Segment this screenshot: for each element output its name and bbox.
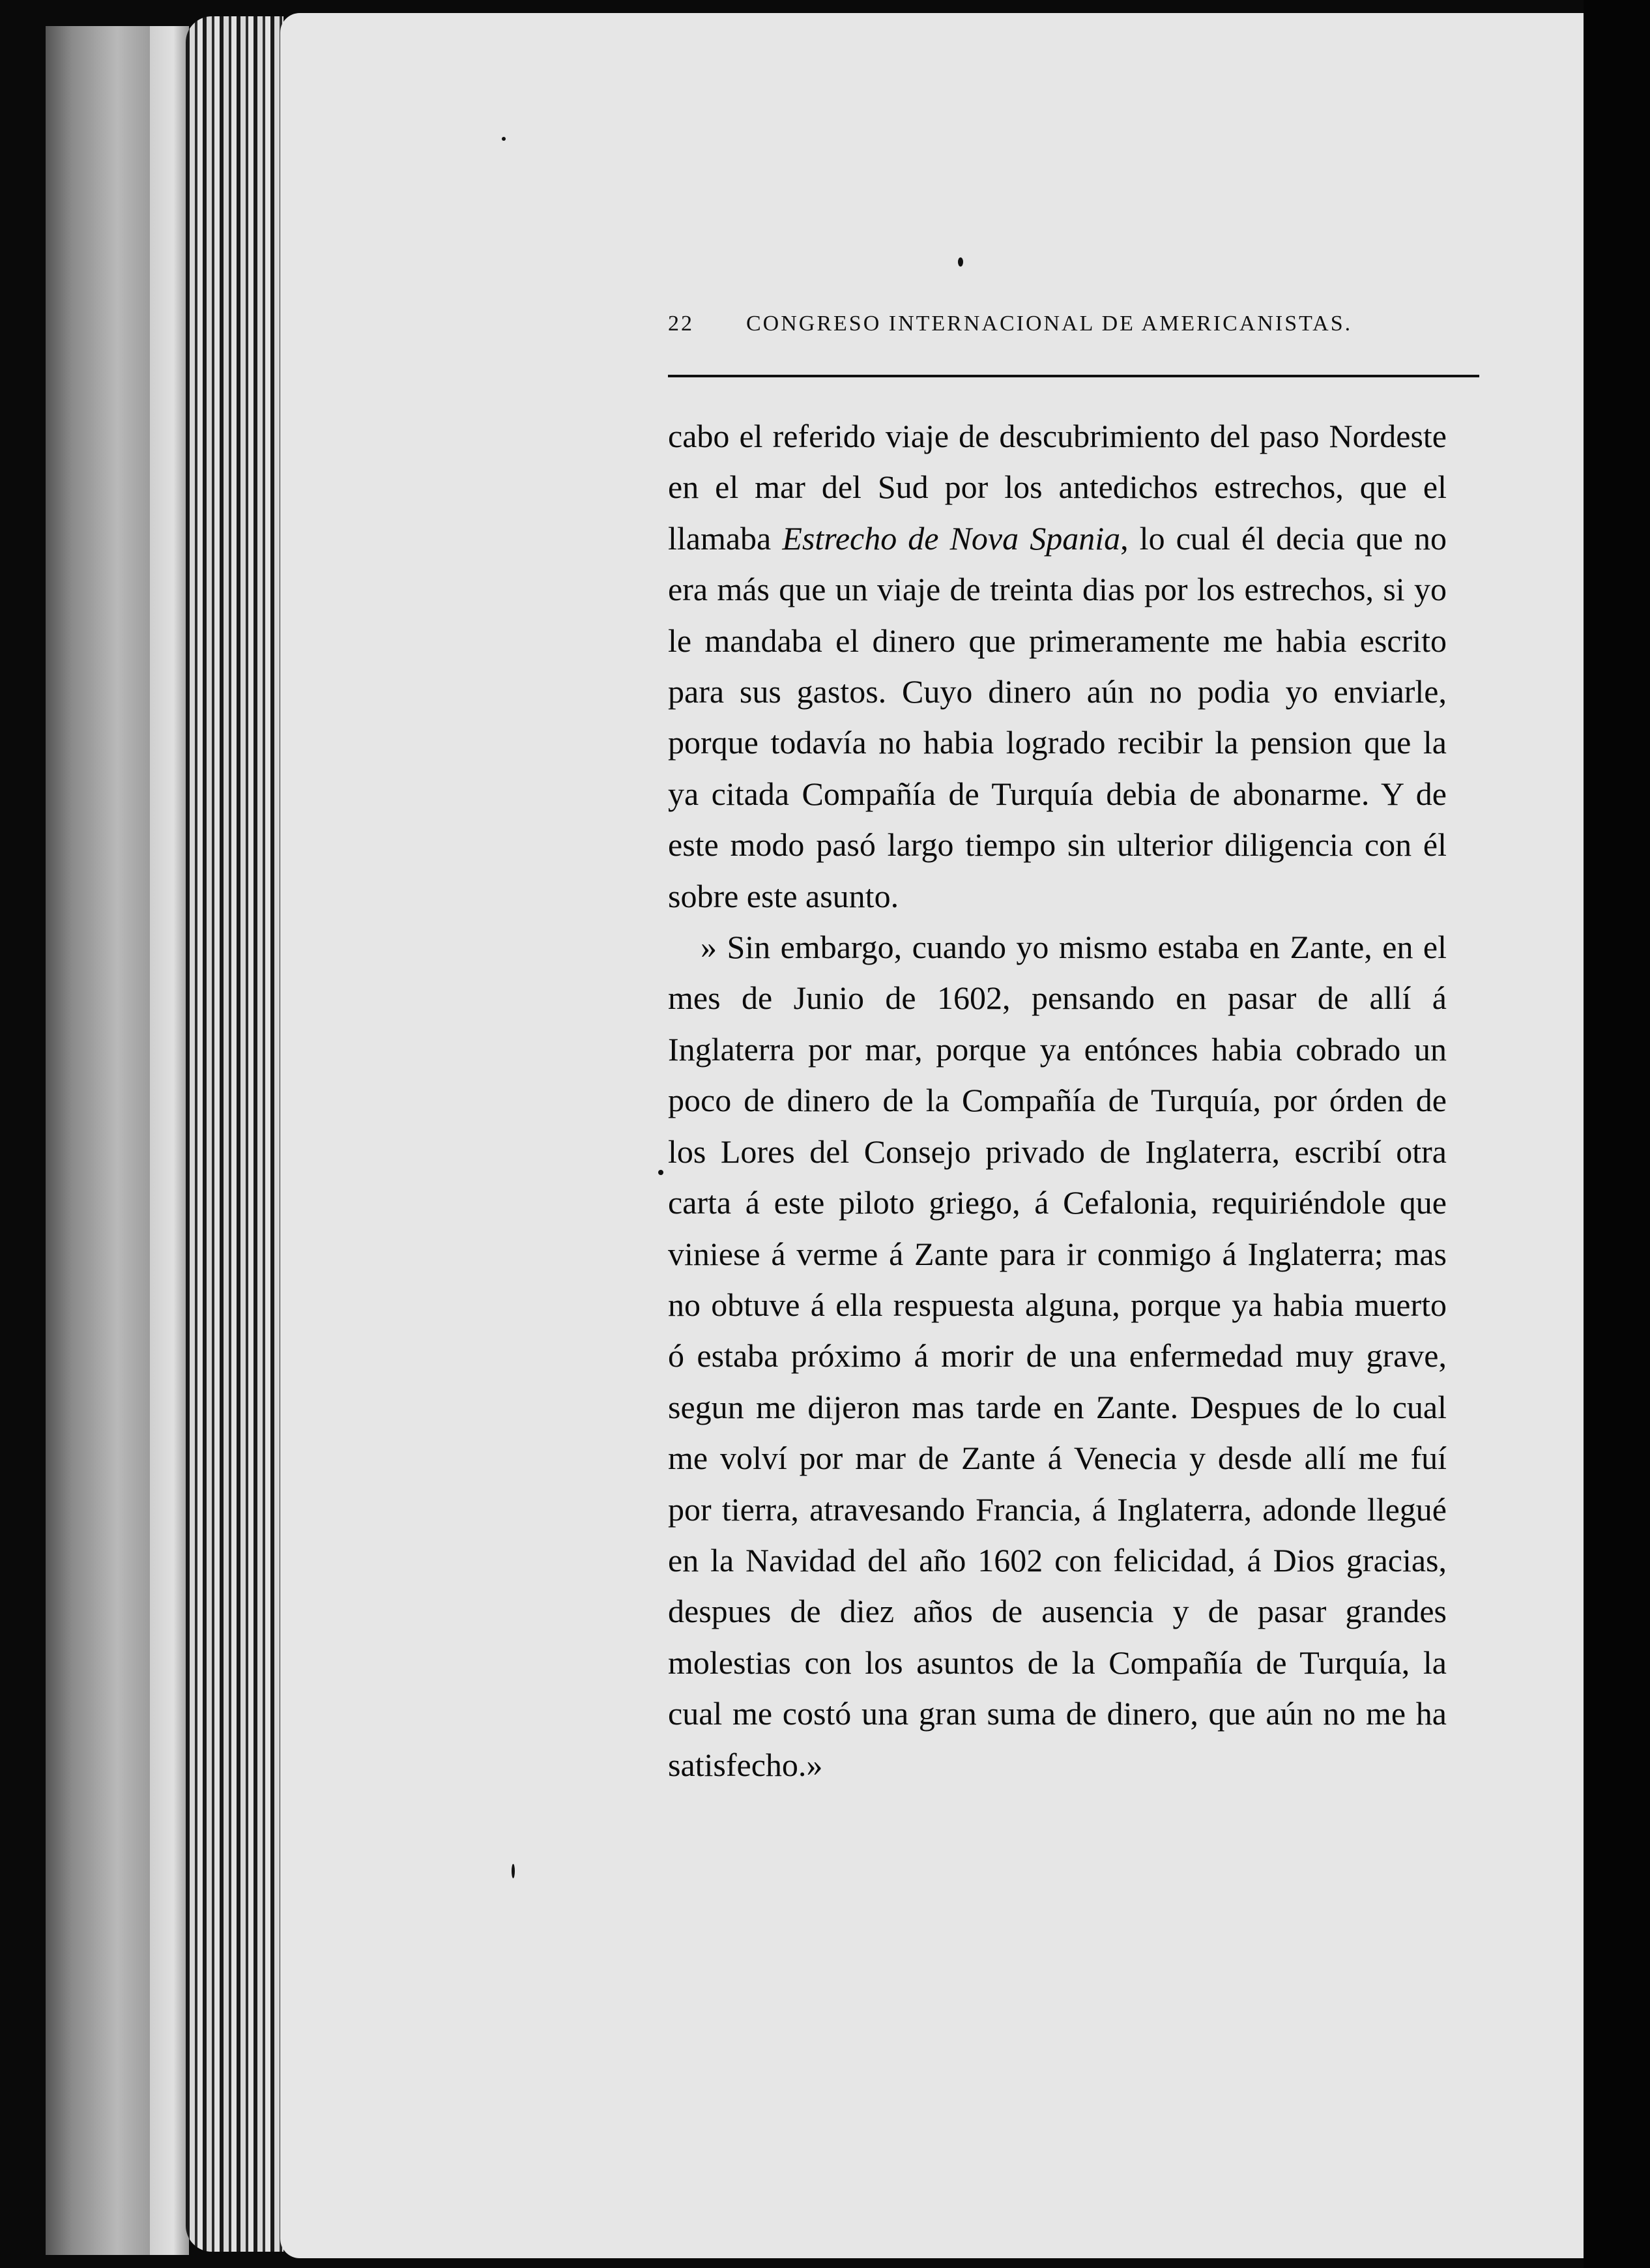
scan-speck: [658, 1170, 663, 1175]
scan-speck: [958, 257, 963, 267]
paragraph-1-part-1: cabo el referido viaje de descubrimiento del paso Nordeste en el mar del Sud por los antedichos estrechos, que el llamaba: [668, 418, 1447, 557]
page-stack: [186, 16, 283, 2252]
book-edge-inner: [150, 26, 189, 2255]
page-number: 22: [668, 312, 694, 336]
running-head: [668, 312, 1398, 351]
scan-speck: [502, 137, 506, 141]
paragraph-1: [668, 411, 1447, 922]
paragraph-2: » Sin embargo, cuando yo mismo estaba en Zante, en el mes de Junio de 1602, pensando en pasar de allí á Inglaterra por mar, porque ya entónces habia cobrado un poco de dinero de la Compañía de Turquía, por órden de los Lores del Consejo privado de Inglaterra, escribí otra carta á este piloto griego, á Cefalonia, requiriéndole que viniese á verme á Zante para ir conmigo á Inglaterra; mas no obtuve á ella respuesta alguna, porque ya habia muerto ó estaba próximo á morir de una enfermedad muy grave, segun me dijeron mas tarde en Zante. Despues de lo cual me volví por mar de Zante á Venecia y desde allí me fuí por tierra, atravesando Francia, á Inglaterra, adonde llegué en la Navidad del año 1602 con felicidad, á Dios gracias, despues de diez años de ausencia y de pasar grandes molestias con los asuntos de la Compañía de Turquía, la cual me costó una gran suma de dinero, que aún no me ha satisfecho.»: [668, 929, 1447, 1783]
paragraph-1-part-2: , lo cual él decia que no era más que un viaje de treinta dias por los estrechos, si yo le mandaba el dinero que primeramente me habia escrito para sus gastos. Cuyo dinero aún no podia yo enviarle, porque todavía no habia logrado recibir la pension que la ya citada Compañía de Turquía debia de abonarme. Y de este modo pasó largo tiempo sin ulterior diligencia con él sobre este asunto.: [668, 519, 1447, 914]
paragraph-1-italic: Estrecho de Nova Spania: [782, 519, 1121, 557]
right-dark-edge: [1584, 0, 1650, 2268]
body-text: [668, 411, 1447, 1790]
header-rule: [668, 375, 1479, 377]
scan-speck: [512, 1864, 515, 1878]
running-head-title: CONGRESO INTERNACIONAL DE AMERICANISTAS.: [746, 312, 1353, 336]
